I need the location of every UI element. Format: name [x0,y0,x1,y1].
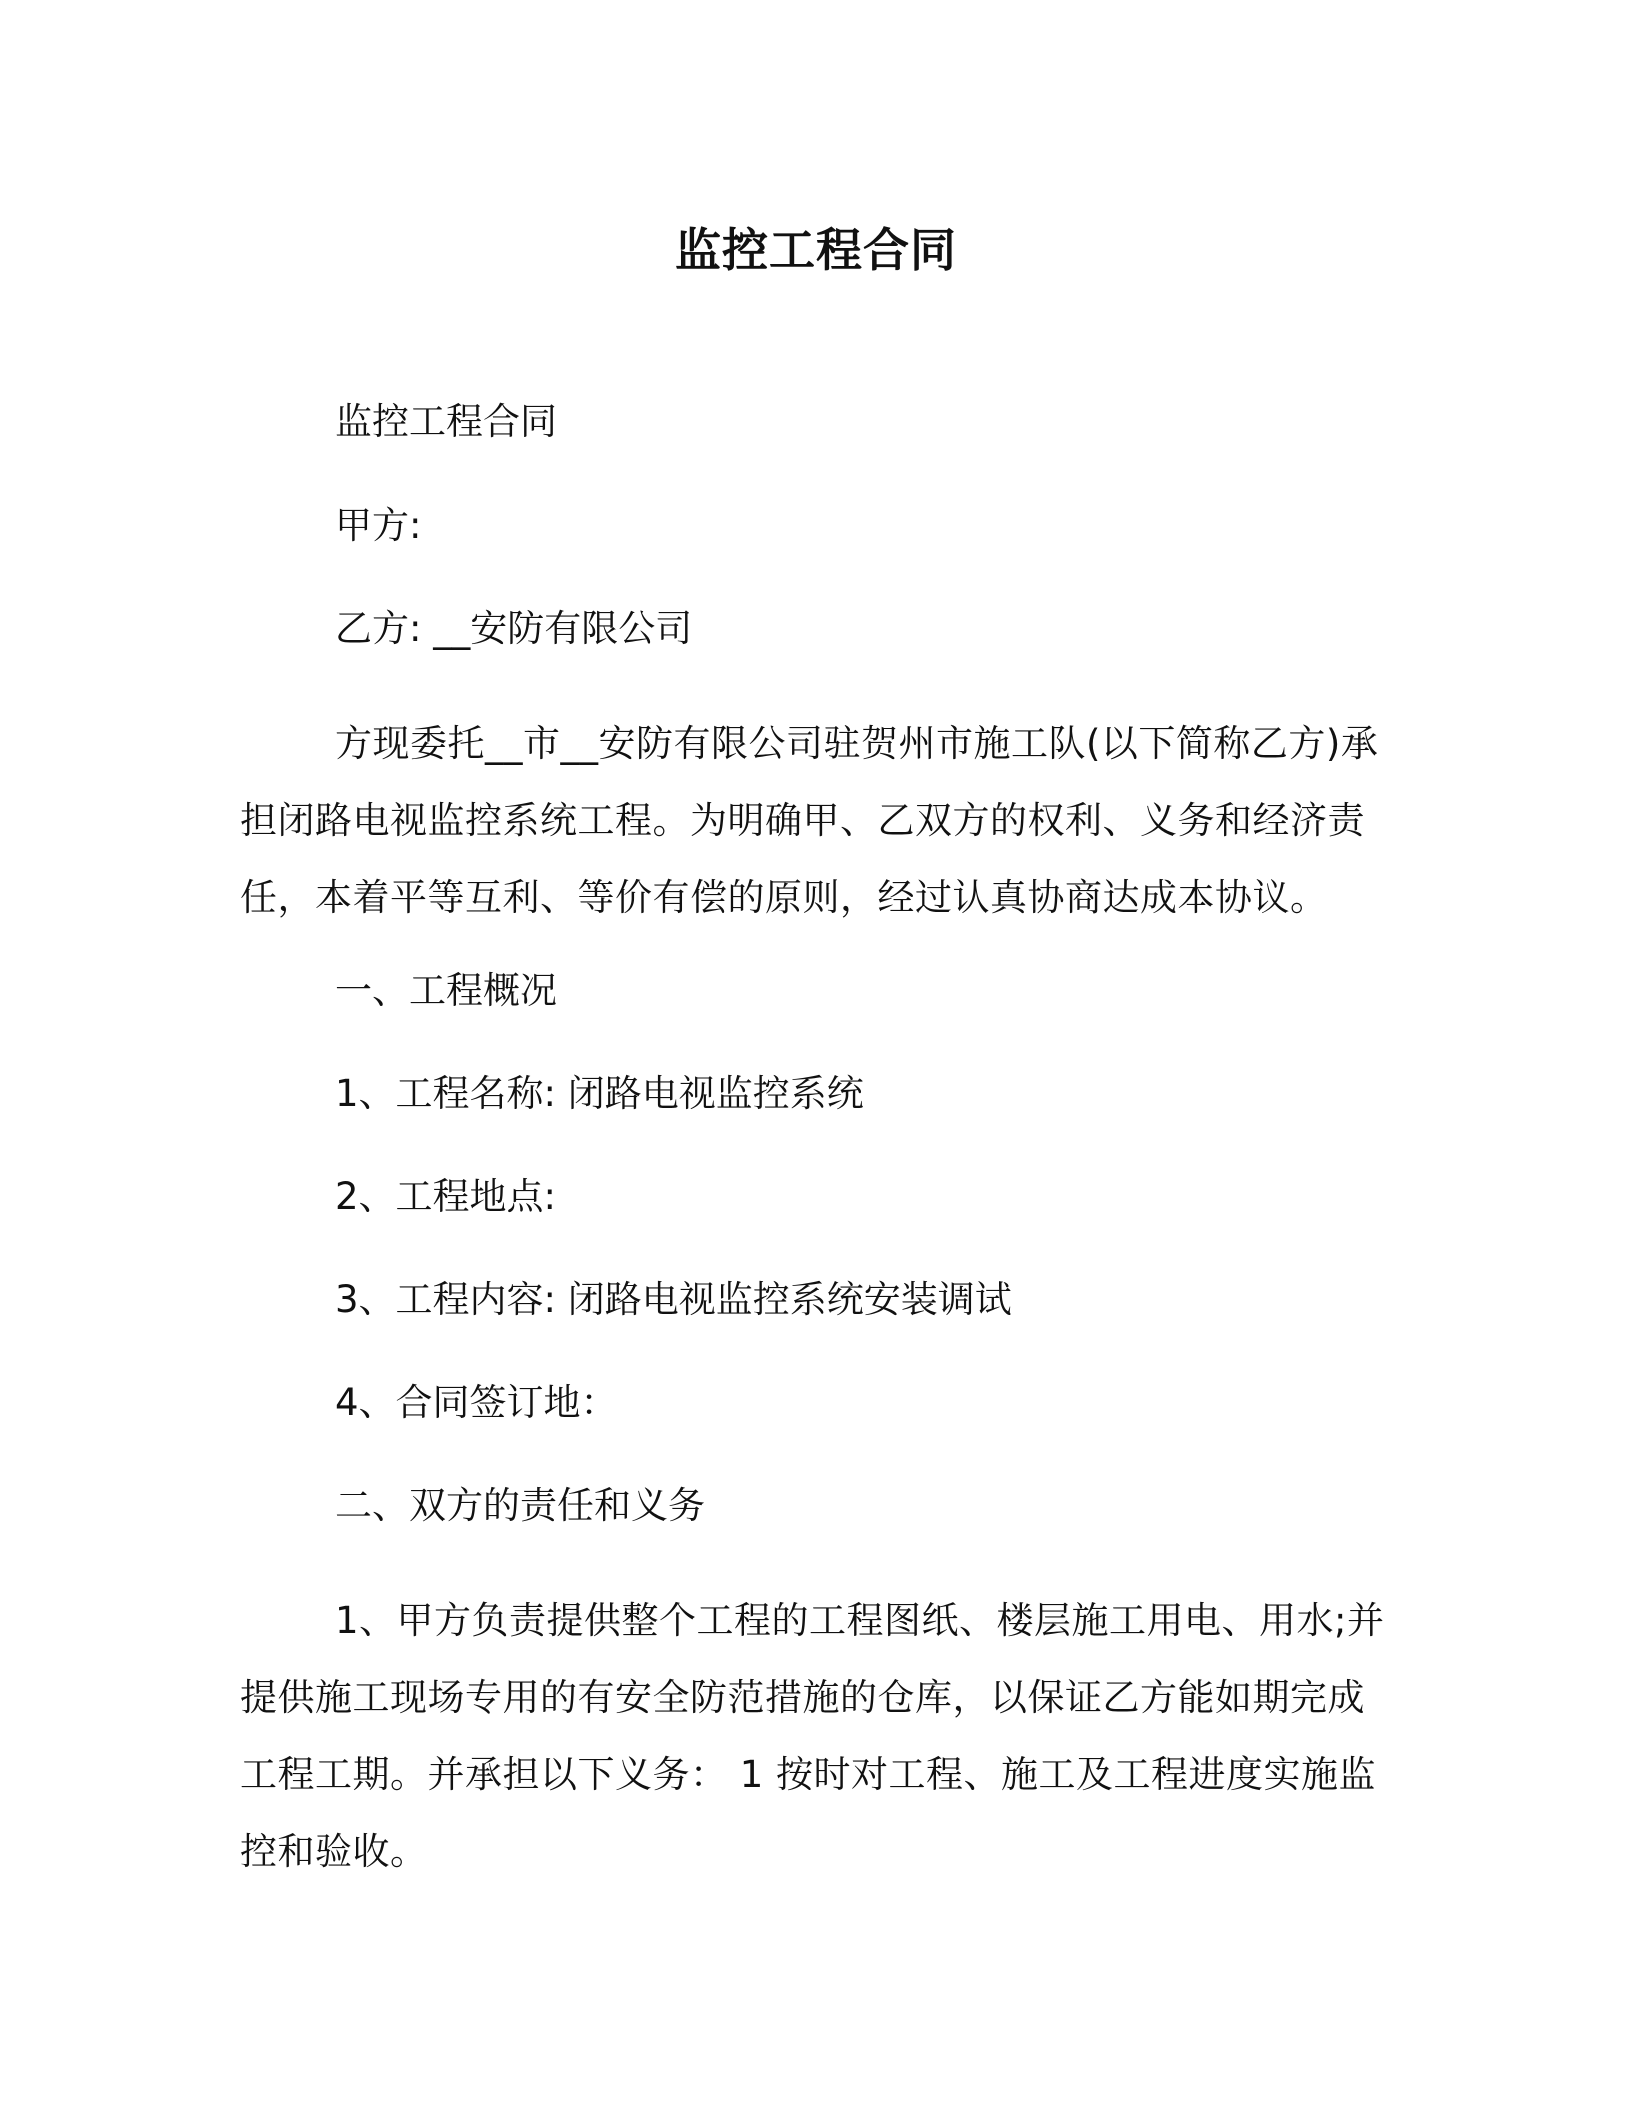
project-location-line: 2、工程地点: [335,1175,557,1218]
project-content-line: 3、工程内容: 闭路电视监控系统安装调试 [335,1278,1012,1321]
party-a-duties-paragraph: 1、甲方负责提供整个工程的工程图纸、楼层施工用电、用水;并提供施工现场专用的有安全防范措施的仓库，以保证乙方能如期完成工程工期。并承担以下义务： 1 按时对工程、施工及工程进度实施监控和验收。 [240,1599,1385,1873]
document-title: 监控工程合同 [675,223,957,277]
party-a-line: 甲方: [335,504,422,547]
section-one-heading: 一、工程概况 [335,969,557,1012]
intro-paragraph: 方现委托__市__安防有限公司驻贺州市施工队(以下简称乙方)承担闭路电视监控系统工程。为明确甲、乙双方的权利、义务和经济责任，本着平等互利、等价有偿的原则，经过认真协商达成本协议。 [240,722,1379,919]
contract-heading: 监控工程合同 [335,400,557,443]
project-name-line: 1、工程名称: 闭路电视监控系统 [335,1072,864,1115]
section-two-heading: 二、双方的责任和义务 [335,1484,705,1527]
signing-place-line: 4、合同签订地： [335,1381,618,1424]
party-b-line: 乙方: __安防有限公司 [335,607,693,650]
